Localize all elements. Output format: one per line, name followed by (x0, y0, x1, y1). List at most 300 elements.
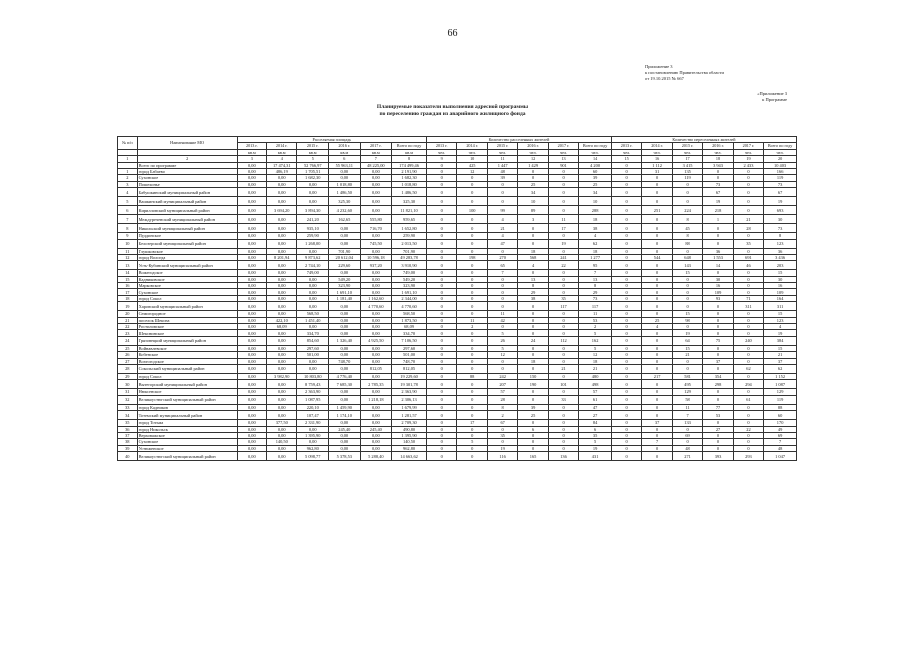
value-cell: 12 (487, 352, 517, 358)
value-cell: 15 (672, 311, 702, 317)
value-cell: 4 (764, 324, 797, 330)
value-cell: 486,19 (267, 168, 297, 174)
value-cell: 38 (579, 224, 612, 233)
value-cell: 0,00 (267, 358, 297, 364)
value-cell: 123 (764, 317, 797, 323)
value-cell: 0 (611, 270, 641, 276)
value-cell: 0 (672, 188, 702, 197)
value-cell: 6 (579, 426, 612, 432)
value-cell: 271 (672, 452, 702, 461)
unit-cell: чел. (457, 149, 487, 155)
unit-cell: кв.м (237, 149, 266, 155)
value-cell: 0 (518, 389, 548, 395)
value-cell: 0,00 (237, 197, 266, 206)
value-cell: 0 (457, 452, 487, 461)
row-number: 24 (118, 336, 138, 345)
value-cell: 748,70 (392, 358, 427, 364)
value-cell: 47 (487, 239, 517, 248)
municipality-name: город Сокол (137, 373, 237, 379)
value-cell: 0,00 (360, 345, 392, 351)
value-cell: 10 (518, 197, 548, 206)
value-cell: 544 (642, 254, 672, 260)
value-cell: 5 (579, 345, 612, 351)
municipality-name: Грязовецкий муниципальный район (137, 336, 237, 345)
value-cell: 1 553 (703, 254, 733, 260)
value-cell: 0 (457, 311, 487, 317)
value-cell: 1 447 (487, 162, 517, 168)
municipality-name: Пошехонье (137, 181, 237, 187)
value-cell: 501,00 (392, 352, 427, 358)
unit-cell: чел. (518, 149, 548, 155)
value-cell: 0 (518, 324, 548, 330)
value-cell: 21 (672, 352, 702, 358)
unit-cell: чел. (611, 149, 641, 155)
value-cell: 0 (611, 373, 641, 379)
value-cell: 0 (457, 175, 487, 181)
value-cell: 0 (427, 336, 457, 345)
value-cell: 0 (427, 373, 457, 379)
value-cell: 0,00 (237, 261, 266, 270)
value-cell: 0,00 (297, 181, 329, 187)
value-cell: 0 (642, 336, 672, 345)
value-cell: 0 (457, 289, 487, 295)
value-cell: 0,00 (237, 395, 266, 404)
value-cell: 1 087,95 (297, 395, 329, 404)
value-cell: 0 (518, 168, 548, 174)
value-cell: 0,00 (267, 345, 297, 351)
value-cell: 112 (548, 336, 578, 345)
value-cell: 0 (733, 188, 763, 197)
value-cell: 62 (733, 364, 763, 373)
value-cell: 117 (548, 302, 578, 311)
program-indicators-table (117, 136, 797, 461)
value-cell: 0 (548, 289, 578, 295)
value-cell: 749,00 (392, 270, 427, 276)
col-number: 17 (672, 156, 702, 162)
row-number: 36 (118, 426, 138, 432)
value-cell: 15 (764, 345, 797, 351)
row-number: 20 (118, 311, 138, 317)
value-cell: 0,00 (267, 295, 297, 301)
municipality-name: Усть-Кубинский муниципальный район (137, 261, 237, 270)
title-line: по переселению граждан из аварийного жилищного фонда (379, 111, 526, 117)
value-cell: 1 486,50 (392, 188, 427, 197)
value-cell: 5 (487, 330, 517, 336)
unit-cell: чел. (703, 149, 733, 155)
value-cell: 17 (457, 420, 487, 426)
value-cell: 73 (764, 224, 797, 233)
value-cell: 0 (427, 261, 457, 270)
row-number: 12 (118, 254, 138, 260)
value-cell: 1 (703, 215, 733, 224)
value-cell: 0 (518, 270, 548, 276)
value-cell: 0 (487, 364, 517, 373)
municipality-name: Войнавлевское (137, 345, 237, 351)
value-cell: 1 326,40 (329, 336, 361, 345)
value-cell: 0 (642, 330, 672, 336)
row-number: 34 (118, 411, 138, 420)
value-cell: 0,00 (297, 364, 329, 373)
value-cell: 0 (642, 432, 672, 438)
value-cell: 325,30 (392, 197, 427, 206)
value-cell: 0 (548, 181, 578, 187)
value-cell: 10 596,18 (360, 254, 392, 260)
year-header: 2017 г. (733, 143, 763, 149)
value-cell: 0,00 (329, 395, 361, 404)
value-cell: 0 (548, 352, 578, 358)
value-cell: 21 (733, 215, 763, 224)
value-cell: 555,80 (360, 215, 392, 224)
value-cell: 0 (548, 276, 578, 282)
row-number: 23 (118, 330, 138, 336)
value-cell: 4 770,60 (360, 302, 392, 311)
value-cell: 116 (487, 452, 517, 461)
value-cell: 0,00 (237, 336, 266, 345)
document-title (0, 104, 905, 118)
value-cell: 5 (457, 439, 487, 445)
value-cell: 901 (548, 162, 578, 168)
value-cell: 60 (579, 168, 612, 174)
value-cell: 693 (764, 206, 797, 215)
value-cell: 0 (642, 302, 672, 311)
value-cell: 71 (733, 295, 763, 301)
value-cell: 0 (703, 175, 733, 181)
value-cell: 0 (642, 233, 672, 239)
col-number: 9 (427, 156, 457, 162)
value-cell: 0 (548, 439, 578, 445)
value-cell: 0 (518, 302, 548, 311)
value-cell: 0 (642, 283, 672, 289)
value-cell: 5 378,53 (329, 452, 361, 461)
value-cell: 57 (579, 389, 612, 395)
value-cell: 0,00 (237, 289, 266, 295)
value-cell: 15 (764, 311, 797, 317)
row-number: 14 (118, 270, 138, 276)
value-cell: 7 (764, 439, 797, 445)
value-cell: 0 (427, 206, 457, 215)
value-cell: 498 (579, 380, 612, 389)
value-cell: 0,00 (237, 188, 266, 197)
value-cell: 0,00 (329, 224, 361, 233)
value-cell: 0,00 (237, 276, 266, 282)
value-cell: 0 (548, 345, 578, 351)
value-cell: 2 (487, 411, 517, 420)
municipality-name: Кадниковское (137, 276, 237, 282)
value-cell: 297,60 (392, 345, 427, 351)
unit-cell: чел. (642, 149, 672, 155)
value-cell: 0,00 (329, 445, 361, 451)
table-row (118, 302, 797, 311)
value-cell: 0,00 (267, 395, 297, 404)
value-cell: 0,00 (267, 248, 297, 254)
value-cell: 38 (518, 295, 548, 301)
value-cell: 140,50 (267, 439, 297, 445)
value-cell: 0 (642, 289, 672, 295)
value-cell: 0 (548, 404, 578, 410)
value-cell: 425 (457, 162, 487, 168)
value-cell: 2 (457, 324, 487, 330)
value-cell: 2 (579, 324, 612, 330)
value-cell: 691 (733, 254, 763, 260)
value-cell: 0,00 (267, 188, 297, 197)
year-header: 2013 г. (237, 143, 266, 149)
value-cell: 0 (733, 289, 763, 295)
value-cell: 1 691,10 (392, 289, 427, 295)
value-cell: 84 (579, 420, 612, 426)
value-cell: 0,00 (267, 224, 297, 233)
value-cell: 0 (733, 373, 763, 379)
value-cell: 748,70 (329, 358, 361, 364)
municipality-name: Вохтогодское (137, 358, 237, 364)
row-number: 33 (118, 404, 138, 410)
value-cell: 0 (427, 420, 457, 426)
value-cell: 0 (457, 432, 487, 438)
value-cell: 0 (733, 311, 763, 317)
value-cell: 0,00 (267, 330, 297, 336)
value-cell: 0 (703, 352, 733, 358)
value-cell: 7 (487, 270, 517, 276)
col-number: 19 (733, 156, 763, 162)
value-cell: 0 (703, 270, 733, 276)
value-cell: 0 (518, 175, 548, 181)
value-cell: 3 910,90 (392, 261, 427, 270)
table-row (118, 215, 797, 224)
value-cell: 0 (611, 420, 641, 426)
value-cell: 241,20 (297, 215, 329, 224)
value-cell: 25 (642, 317, 672, 323)
value-cell: 0 (611, 445, 641, 451)
value-cell: 4 776,40 (329, 373, 361, 379)
value-cell: 5 (579, 439, 612, 445)
value-cell: 0 (611, 283, 641, 289)
value-cell: 20 612,04 (329, 254, 361, 260)
value-cell: 0,00 (267, 432, 297, 438)
year-header: 2016 г. (329, 143, 361, 149)
value-cell: 0,00 (267, 181, 297, 187)
value-cell: 0 (703, 389, 733, 395)
value-cell: 0 (703, 420, 733, 426)
value-cell: 0 (427, 181, 457, 187)
col-number: 20 (764, 156, 797, 162)
value-cell: 30 (764, 276, 797, 282)
value-cell: 0,00 (237, 404, 266, 410)
value-cell: 311 (733, 302, 763, 311)
value-cell: 0 (487, 439, 517, 445)
value-cell: 0 (733, 358, 763, 364)
value-cell: 0 (457, 270, 487, 276)
value-cell: 0 (457, 330, 487, 336)
row-number: 6 (118, 206, 138, 215)
value-cell: 166 (764, 168, 797, 174)
value-cell: 55 963,11 (329, 162, 361, 168)
value-cell: 241 (548, 254, 578, 260)
value-cell: 8 (579, 283, 612, 289)
value-cell: 68,09 (267, 324, 297, 330)
value-cell: 1 087 (764, 380, 797, 389)
value-cell: 0,00 (329, 439, 361, 445)
value-cell: 37 (703, 358, 733, 364)
value-cell: 0 (457, 389, 487, 395)
value-cell: 0,00 (329, 311, 361, 317)
value-cell: 0,00 (360, 181, 392, 187)
value-cell: 17 474,31 (267, 162, 297, 168)
value-cell: 0 (611, 345, 641, 351)
value-cell: 0 (611, 175, 641, 181)
value-cell: 1 682,30 (392, 175, 427, 181)
value-cell: 1 218,18 (360, 395, 392, 404)
value-cell: 0 (611, 289, 641, 295)
municipality-name: Никольский муниципальный район (137, 224, 237, 233)
value-cell: 0 (611, 276, 641, 282)
value-cell: 67 (703, 188, 733, 197)
value-cell: 0 (487, 358, 517, 364)
table-row (118, 364, 797, 373)
value-cell: 0 (518, 330, 548, 336)
value-cell: 2 709,30 (392, 420, 427, 426)
value-cell: 10 403 (764, 162, 797, 168)
value-cell: 0,00 (237, 239, 266, 248)
value-cell: 0 (703, 324, 733, 330)
value-cell: 10 803,80 (297, 373, 329, 379)
value-cell: 0 (427, 411, 457, 420)
municipality-name: город Тотьма (137, 420, 237, 426)
value-cell: 68,09 (392, 324, 427, 330)
value-cell: 0,00 (329, 175, 361, 181)
municipality-name: Марковское (137, 283, 237, 289)
col-number: 2 (137, 156, 237, 162)
value-cell: 0 (548, 420, 578, 426)
value-cell: 0,00 (360, 352, 392, 358)
table-row (118, 452, 797, 461)
value-cell: 0 (611, 395, 641, 404)
value-cell: 0 (457, 261, 487, 270)
row-number: 26 (118, 352, 138, 358)
value-cell: 93 (703, 295, 733, 301)
group-people-header: Количество расселенных жителей (427, 137, 612, 143)
value-cell: 0 (703, 311, 733, 317)
value-cell: 354 (703, 373, 733, 379)
value-cell: 48 (672, 445, 702, 451)
value-cell: 568 (518, 254, 548, 260)
value-cell: 0 (733, 411, 763, 420)
value-cell: 0,00 (237, 324, 266, 330)
value-cell: 0,00 (360, 420, 392, 426)
table-row (118, 336, 797, 345)
value-cell: 0 (457, 404, 487, 410)
value-cell: 0,00 (267, 445, 297, 451)
value-cell: 0,00 (267, 364, 297, 373)
title-line: Планируемые показатели выполнения адресной программы (376, 104, 529, 110)
value-cell: 109 (764, 289, 797, 295)
value-cell: 701,90 (329, 248, 361, 254)
value-cell: 9 873,62 (297, 254, 329, 260)
value-cell: 0,00 (360, 168, 392, 174)
value-cell: 0 (548, 311, 578, 317)
value-cell: 0 (518, 432, 548, 438)
value-cell: 0,00 (360, 289, 392, 295)
value-cell: 6 (518, 426, 548, 432)
value-cell: 0 (611, 206, 641, 215)
value-cell: 1 047 (764, 452, 797, 461)
value-cell: 0 (642, 411, 672, 420)
value-cell: 0,00 (297, 248, 329, 254)
value-cell: 0,00 (297, 283, 329, 289)
unit-cell: кв.м (360, 149, 392, 155)
value-cell: 0,00 (360, 248, 392, 254)
value-cell: 377,50 (267, 420, 297, 426)
value-cell: 88 (764, 404, 797, 410)
value-cell: 0 (642, 239, 672, 248)
value-cell: 0,00 (237, 254, 266, 260)
value-cell: 0 (427, 352, 457, 358)
row-number: 3 (118, 181, 138, 187)
value-cell: 21 (487, 224, 517, 233)
value-cell: 7 (672, 411, 702, 420)
value-cell: 48 (764, 445, 797, 451)
value-cell: 28 (733, 224, 763, 233)
value-cell: 0 (642, 197, 672, 206)
value-cell: 0 (703, 395, 733, 404)
value-cell: 0 (703, 439, 733, 445)
year-header: 2014 г. (267, 143, 297, 149)
year-header: 2015 г. (297, 143, 329, 149)
value-cell: 29 (579, 289, 612, 295)
value-cell: 0,00 (329, 317, 361, 323)
value-cell: 88 (672, 239, 702, 248)
value-cell: 0 (548, 389, 578, 395)
value-cell: 0 (611, 389, 641, 395)
value-cell: 19 (764, 197, 797, 206)
value-cell: 0 (703, 224, 733, 233)
appendix-line: Приложение 3 (645, 64, 673, 69)
value-cell: 217 (642, 373, 672, 379)
table-row (118, 197, 797, 206)
value-cell: 49 283,78 (392, 254, 427, 260)
value-cell: 0 (518, 233, 548, 239)
value-cell: 1 268,00 (297, 239, 329, 248)
col-number: 10 (457, 156, 487, 162)
value-cell: 0,00 (267, 276, 297, 282)
value-cell: 48 (487, 168, 517, 174)
row-number: 39 (118, 445, 138, 451)
value-cell: 0 (427, 452, 457, 461)
value-cell: 12 (457, 168, 487, 174)
row-number: 32 (118, 395, 138, 404)
value-cell: 0,00 (237, 364, 266, 373)
value-cell: 0,00 (237, 311, 266, 317)
value-cell: 0,00 (329, 420, 361, 426)
value-cell: 165 (518, 452, 548, 461)
value-cell: 0 (548, 426, 578, 432)
value-cell: 334,70 (297, 330, 329, 336)
value-cell: 25 (518, 181, 548, 187)
value-cell: 298 (703, 380, 733, 389)
value-cell: 8 (672, 233, 702, 239)
value-cell: 294 (733, 380, 763, 389)
value-cell: 0,00 (237, 215, 266, 224)
value-cell: 0 (457, 188, 487, 197)
value-cell: 0 (427, 311, 457, 317)
value-cell: 24 (518, 336, 548, 345)
value-cell: 0 (548, 324, 578, 330)
value-cell: 0 (457, 352, 487, 358)
value-cell: 3 982,90 (267, 373, 297, 379)
value-cell: 21 (764, 352, 797, 358)
value-cell: 16 (764, 283, 797, 289)
value-cell: 0,00 (237, 283, 266, 289)
value-cell: 0 (611, 432, 641, 438)
value-cell: 0 (672, 439, 702, 445)
